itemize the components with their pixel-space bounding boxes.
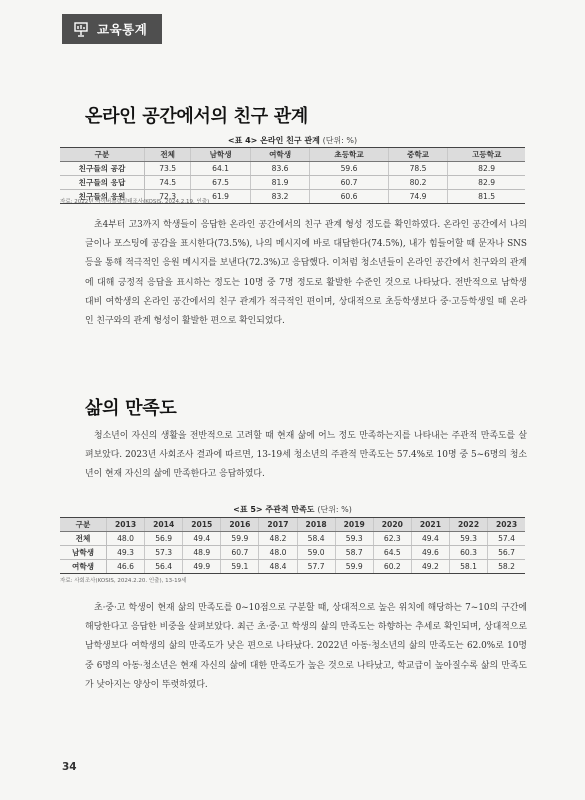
- table-cell: 73.5: [145, 162, 191, 176]
- table-cell: 60.2: [373, 560, 411, 574]
- table-row: [60, 176, 525, 190]
- table-cell: 59.3: [449, 532, 487, 546]
- column-header: 2022: [449, 518, 487, 532]
- table5-caption: [60, 504, 525, 515]
- table-cell: 49.4: [183, 532, 221, 546]
- table-cell: 59.0: [297, 546, 335, 560]
- table-row: [60, 546, 525, 560]
- table-cell: 72.3: [145, 190, 191, 204]
- table-cell: 48.0: [259, 546, 297, 560]
- column-header: 2014: [145, 518, 183, 532]
- column-header: 2015: [183, 518, 221, 532]
- table-cell: 56.7: [488, 546, 525, 560]
- table-row: [60, 162, 525, 176]
- paragraph-life-satisfaction-intro: 청소년이 자신의 생활을 전반적으로 고려할 때 현재 삶에 어느 정도 만족하는지를 나타내는 주관적 만족도를 살펴보았다. 2023년 사회조사 결과에 따르면, 13-19세 청소년의 주관적 만족도는 57.4%로 10명 중 5~6명의 청소년이 현재 자신의 삶에 만족한다고 응답하였다.: [85, 431, 527, 480]
- column-header: 남학생: [191, 148, 251, 162]
- table-cell: 67.5: [191, 176, 251, 190]
- table-row: [60, 560, 525, 574]
- table-cell: 58.7: [335, 546, 373, 560]
- table-cell: 58.2: [488, 560, 525, 574]
- table-cell: 82.9: [448, 176, 525, 190]
- table-cell: 49.6: [411, 546, 449, 560]
- table-cell: 81.5: [448, 190, 525, 204]
- table-cell: 59.6: [310, 162, 388, 176]
- header-category-label: 교육통계: [97, 22, 148, 37]
- table4-online-friends: [60, 147, 525, 204]
- column-header: 2021: [411, 518, 449, 532]
- table-cell: 58.4: [297, 532, 335, 546]
- column-header: 2017: [259, 518, 297, 532]
- table-cell: 60.7: [221, 546, 259, 560]
- table-cell: 58.1: [449, 560, 487, 574]
- table-cell: 48.2: [259, 532, 297, 546]
- row-header: 남학생: [60, 546, 107, 560]
- table-cell: 62.3: [373, 532, 411, 546]
- table5-caption-text: <표 5> 주관적 만족도: [233, 505, 315, 514]
- row-header: 전체: [60, 532, 107, 546]
- table-cell: 60.6: [310, 190, 388, 204]
- table-cell: 56.4: [145, 560, 183, 574]
- table-cell: 49.2: [411, 560, 449, 574]
- table-cell: 59.3: [335, 532, 373, 546]
- column-header: 구분: [60, 518, 107, 532]
- table-cell: 59.9: [221, 532, 259, 546]
- table-cell: 78.5: [388, 162, 448, 176]
- table-cell: 46.6: [107, 560, 145, 574]
- table-cell: 59.9: [335, 560, 373, 574]
- row-header: 친구들의 응답: [60, 176, 145, 190]
- section-title-online-friends: 온라인 공간에서의 친구 관계: [85, 106, 308, 127]
- table-cell: 48.0: [107, 532, 145, 546]
- column-header: 고등학교: [448, 148, 525, 162]
- table-cell: 60.7: [310, 176, 388, 190]
- section-header-tab: [62, 14, 162, 44]
- section-title-life-satisfaction: 삶의 만족도: [85, 398, 177, 419]
- table-cell: 61.9: [191, 190, 251, 204]
- table-cell: 82.9: [448, 162, 525, 176]
- column-header: 2023: [488, 518, 525, 532]
- column-header: 2018: [297, 518, 335, 532]
- chart-presentation-icon: [72, 20, 90, 38]
- table-cell: 74.5: [145, 176, 191, 190]
- table4-caption-text: <표 4> 온라인 친구 관계: [227, 136, 320, 145]
- table-cell: 56.9: [145, 532, 183, 546]
- table5-life-satisfaction: [60, 517, 525, 574]
- table-cell: 59.1: [221, 560, 259, 574]
- table-cell: 49.3: [107, 546, 145, 560]
- table-cell: 48.4: [259, 560, 297, 574]
- table-cell: 81.9: [250, 176, 310, 190]
- table-cell: 64.5: [373, 546, 411, 560]
- page-number: 34: [62, 761, 77, 773]
- table-cell: 57.4: [488, 532, 525, 546]
- table5-unit: (단위: %): [317, 505, 352, 514]
- table-row: [60, 532, 525, 546]
- table4-caption: [60, 135, 525, 146]
- table-cell: 74.9: [388, 190, 448, 204]
- row-header: 친구들의 공감: [60, 162, 145, 176]
- table-cell: 57.3: [145, 546, 183, 560]
- paragraph-life-satisfaction-detail: 초·중·고 학생이 현재 삶의 만족도를 0~10점으로 구분할 때, 상대적으로 높은 위치에 해당하는 7~10의 구간에 해당한다고 응답한 비중을 살펴보았다. 최근 초·중·고 학생의 삶의 만족도는 하향하는 추세로 확인되며, 상대적으로 남학생보다 여학생의 삶의 만족도가 낮은 편으로 나타났다. 2022년 아동·청소년의 삶의 만족도는 62.0%로 10명 중 6명의 아동·청소년은 현재 자신의 삶에 대한 만족도가 높은 것으로 나타났고, 학교급이 높아질수록 삶의 만족도가 낮아지는 양상이 뚜렷하였다.: [85, 603, 527, 690]
- table-cell: 80.2: [388, 176, 448, 190]
- table4-source: 자료: 2022년 사이버폭력실태조사(KOSIS, 2024.2.19. 인출): [60, 199, 210, 205]
- table-cell: 83.6: [250, 162, 310, 176]
- column-header: 초등학교: [310, 148, 388, 162]
- table-cell: 49.4: [411, 532, 449, 546]
- table-cell: 57.7: [297, 560, 335, 574]
- table-cell: 64.1: [191, 162, 251, 176]
- column-header: 2020: [373, 518, 411, 532]
- row-header: 친구들의 응원: [60, 190, 145, 204]
- table-header-row: [60, 148, 525, 162]
- table5-source: 자료: 사회조사(KOSIS, 2024.2.20. 인출), 13-19세: [60, 578, 187, 584]
- column-header: 전체: [145, 148, 191, 162]
- column-header: 2013: [107, 518, 145, 532]
- column-header: 여학생: [250, 148, 310, 162]
- table-header-row: [60, 518, 525, 532]
- column-header: 구분: [60, 148, 145, 162]
- table-cell: 49.9: [183, 560, 221, 574]
- table-cell: 83.2: [250, 190, 310, 204]
- table4-unit: (단위: %): [322, 136, 358, 145]
- table-cell: 60.3: [449, 546, 487, 560]
- column-header: 2019: [335, 518, 373, 532]
- row-header: 여학생: [60, 560, 107, 574]
- column-header: 2016: [221, 518, 259, 532]
- paragraph-online-friends: 초4부터 고3까지 학생들이 응답한 온라인 공간에서의 친구 관계 형성 정도를 확인하였다. 온라인 공간에서 나의 글이나 포스팅에 공감을 표시한다(73.5%), 나의 메시지에 바로 대답한다(74.5%), 내가 힘들어할 때 문자나 SNS 등을 통해 적극적인 응원 메시지를 보낸다(72.3%)고 응답했다. 이처럼 청소년들이 온라인 공간에서 친구와의 관계에 대해 긍정적 응답을 표시하는 정도는 10명 중 7명 정도로 활발한 수준인 것으로 나타났다. 전반적으로 남학생 대비 여학생의 온라인 공간에서의 친구 관계가 적극적인 편이며, 상대적으로 초등학생보다 중·고등학생일 때 온라인 친구와의 관계 형성이 활발한 편으로 확인되었다.: [85, 220, 527, 327]
- table-cell: 48.9: [183, 546, 221, 560]
- column-header: 중학교: [388, 148, 448, 162]
